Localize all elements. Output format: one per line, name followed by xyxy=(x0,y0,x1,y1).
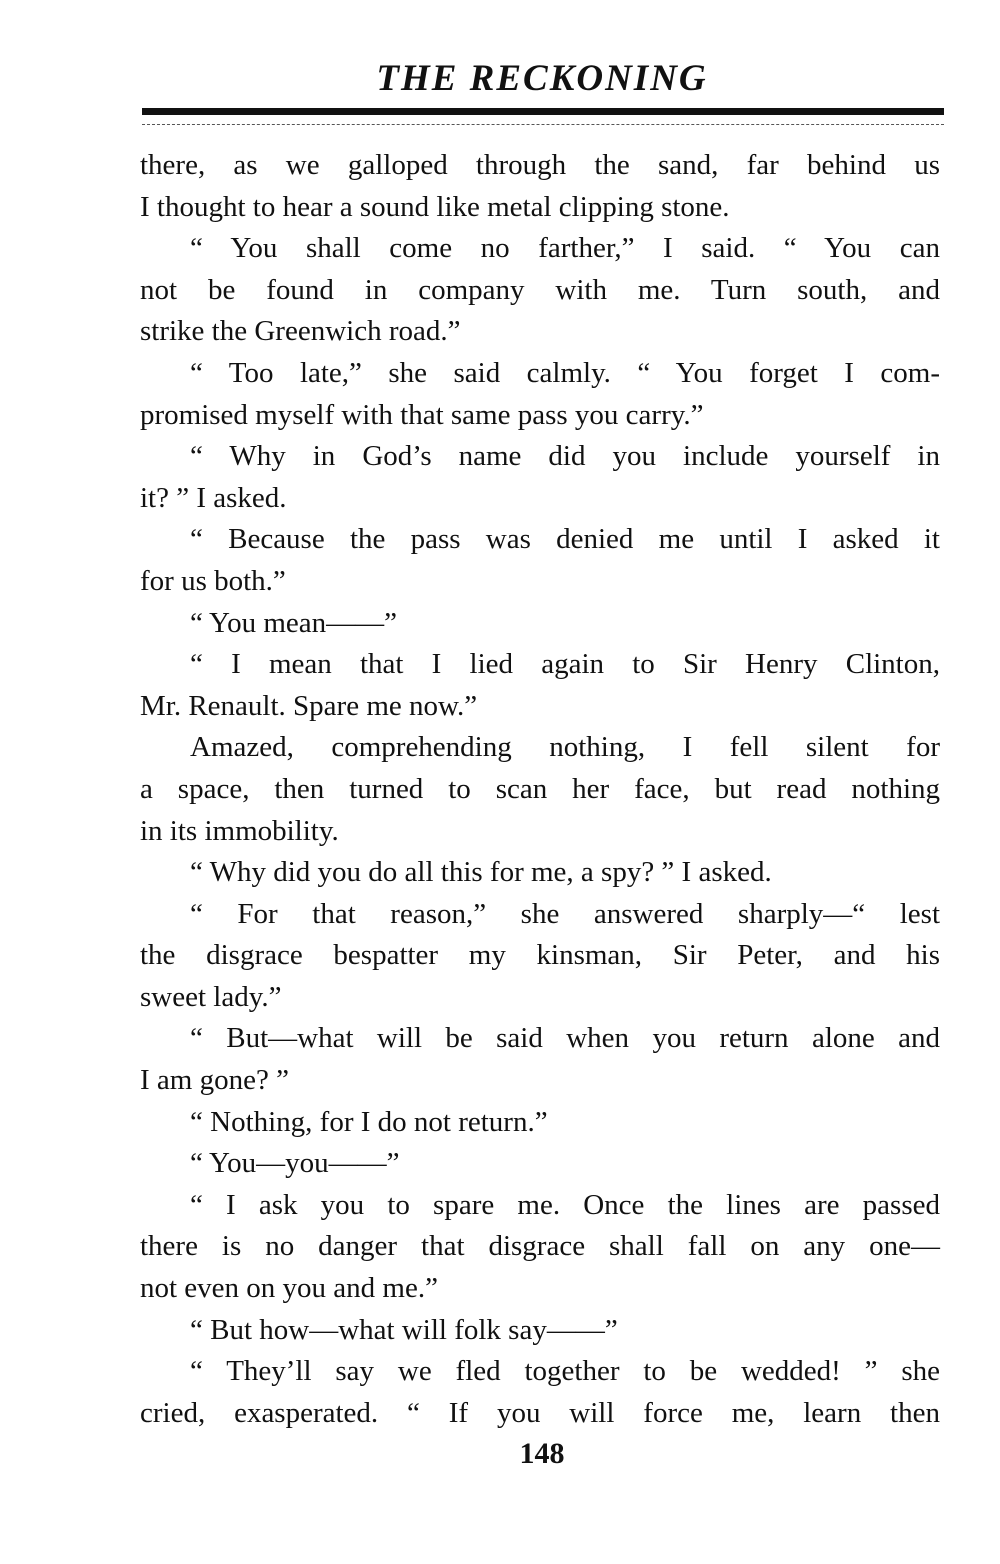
text-line: “ You mean——” xyxy=(190,606,398,639)
text-line: “ Nothing, for I do not return.” xyxy=(190,1105,548,1138)
paragraph xyxy=(140,228,940,353)
text-line: cried, exasperated. “ If you will force me, learn then xyxy=(140,1396,940,1429)
paragraph xyxy=(140,436,940,519)
text-line: for us both.” xyxy=(140,564,286,597)
header-rule-thick xyxy=(142,108,944,115)
paragraph xyxy=(140,145,940,228)
text-line: “ I mean that I lied again to Sir Henry Clinton, xyxy=(190,648,940,681)
text-line: not even on you and me.” xyxy=(140,1272,438,1305)
paragraph xyxy=(140,1143,940,1185)
header-rule-thin xyxy=(142,124,944,125)
page-number: 148 xyxy=(519,1437,565,1470)
paragraph xyxy=(140,727,940,852)
text-line: there is no danger that disgrace shall fall on any one— xyxy=(140,1230,940,1263)
text-line: Amazed, comprehending nothing, I fell silent for xyxy=(190,731,940,764)
text-line: “ You—you——” xyxy=(190,1147,400,1180)
paragraph xyxy=(140,894,940,1019)
paragraph xyxy=(140,1018,940,1101)
text-line: “ I ask you to spare me. Once the lines are passed xyxy=(190,1188,940,1221)
text-line: “ Because the pass was denied me until I asked it xyxy=(190,523,940,556)
body-text xyxy=(140,145,940,1434)
paragraph xyxy=(140,1310,940,1352)
paragraph xyxy=(140,644,940,727)
text-line: the disgrace bespatter my kinsman, Sir Peter, and his xyxy=(140,939,940,972)
paragraph xyxy=(140,519,940,602)
text-line: “ You shall come no farther,” I said. “ You can xyxy=(190,232,940,265)
text-line: “ Why did you do all this for me, a spy? ” I asked. xyxy=(190,856,772,889)
text-line: a space, then turned to scan her face, but read nothing xyxy=(140,772,940,805)
text-line: sweet lady.” xyxy=(140,980,282,1013)
text-line: it? ” I asked. xyxy=(140,481,287,514)
text-line: I am gone? ” xyxy=(140,1064,289,1097)
paragraph xyxy=(140,1185,940,1310)
text-line: in its immobility. xyxy=(140,814,339,847)
text-line: “ But how—what will folk say——” xyxy=(190,1313,618,1346)
paragraph xyxy=(140,852,940,894)
text-line: not be found in company with me. Turn south, and xyxy=(140,273,940,306)
text-line: “ Why in God’s name did you include yourself in xyxy=(190,440,940,473)
text-line: promised myself with that same pass you carry.” xyxy=(140,398,704,431)
text-line: I thought to hear a sound like metal clipping stone. xyxy=(140,190,730,223)
text-line: “ They’ll say we fled together to be wedded! ” she xyxy=(190,1355,940,1388)
text-line: there, as we galloped through the sand, far behind us xyxy=(140,149,940,181)
text-line: “ For that reason,” she answered sharply—“ lest xyxy=(190,897,940,930)
text-line: strike the Greenwich road.” xyxy=(140,315,461,348)
text-line: “ Too late,” she said calmly. “ You forget I com- xyxy=(190,356,940,389)
paragraph xyxy=(140,353,940,436)
text-line: “ But—what will be said when you return alone and xyxy=(190,1022,940,1055)
paragraph xyxy=(140,1102,940,1144)
text-line: Mr. Renault. Spare me now.” xyxy=(140,689,478,722)
running-head: THE RECKONING xyxy=(376,58,708,99)
paragraph xyxy=(140,1351,940,1434)
paragraph xyxy=(140,603,940,645)
